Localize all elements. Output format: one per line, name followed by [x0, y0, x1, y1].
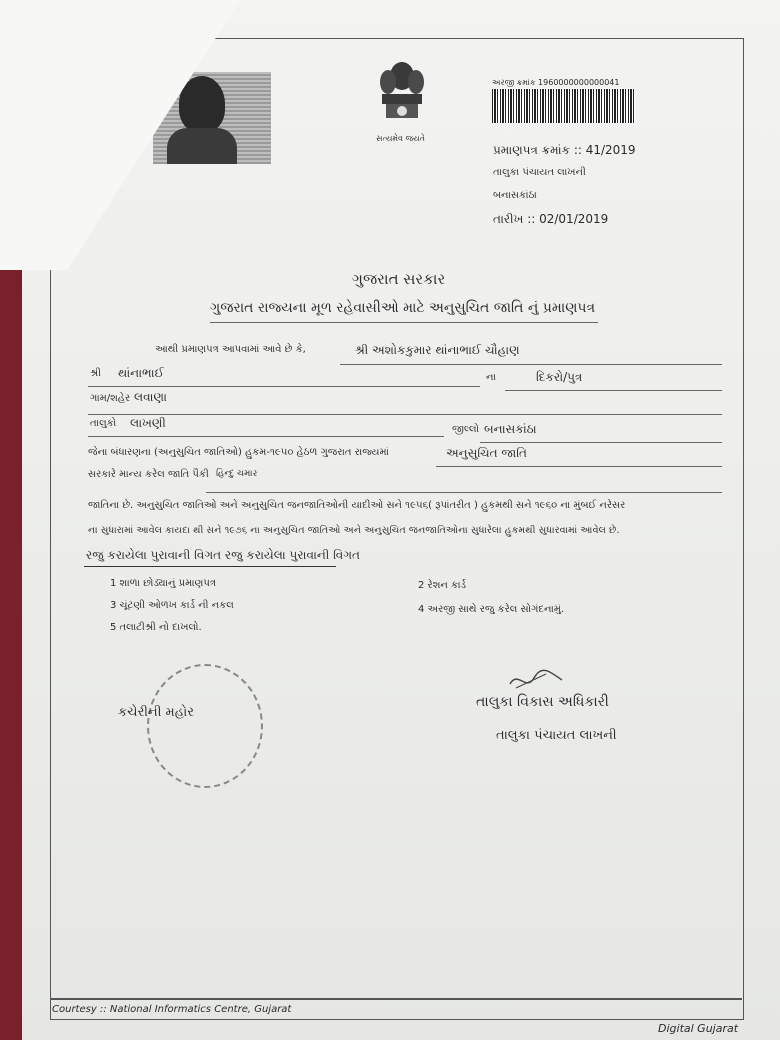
certificate-number: પ્રમાણપત્ર ક્રમાંક :: 41/2019: [493, 143, 636, 157]
signature-scribble-icon: [506, 666, 566, 696]
footer-divider: [50, 998, 742, 1000]
evidence-item: 4 અરજી સાથે રજુ કરેલ સોગંદનામું.: [418, 604, 565, 615]
barcode-number: અરજી ક્રમાંક 1960000000000041: [492, 78, 620, 87]
taluka-underline: [88, 436, 444, 437]
taluka: લાખણી: [130, 416, 166, 430]
village: લવાણા: [134, 390, 167, 404]
evidence-heading-underline: [84, 566, 336, 567]
government-title: ગુજરાત સરકાર: [352, 270, 446, 288]
emblem-caption: સત્યમેવ જયતે: [376, 134, 425, 143]
officer-title: તાલુકા વિકાસ અધિકારી: [476, 694, 609, 710]
title-underline: [210, 322, 598, 323]
barcode: [492, 89, 635, 123]
district: બનાસકાંઠા: [484, 422, 537, 436]
relation: દિકરો/પુત્ર: [536, 370, 583, 384]
photo-body: [167, 128, 237, 164]
district-underline: [480, 442, 722, 443]
office-stamp: [147, 664, 263, 788]
name-underline: [340, 364, 722, 365]
certificate-title: ગુજરાત રાજ્યના મૂળ રહેવાસીઓ માટે અનુસુચિત જાતિ નું પ્રમાણપત્ર: [210, 300, 596, 316]
evidence-item: 3 ચૂંટણી ઓળખ કાર્ડ ની નકલ: [110, 600, 234, 611]
legal-para-2: ના સુધારામાં આવેલ કાયદા થી સને ૧૯૭૬ ના અનુસુચિત જાતિઓ અને અનુસુચિત જનજાતિઓના સુધારેલા હુકમથી સુધારવામાં આવેલ છે.: [88, 525, 620, 536]
district-label: જીલ્લો: [452, 424, 480, 435]
caste-label: સરકારે માન્ય કરેલ જાતિ પૈકી: [88, 469, 209, 480]
header-district: બનાસકાંઠા: [493, 190, 537, 201]
evidence-item: 5 તલાટીશ્રી નો દાખલો.: [110, 622, 202, 633]
caste-underline: [206, 492, 722, 493]
legal-para-1: જાતિના છે. અનુસુચિત જાતિઓ અને અનુસુચિત જનજાતિઓની યાદીઓ સને ૧૯૫૬( રૂપાંતરીત ) હુકમથી સને ૧૯૬૦ ના મુંબઈ નરેસર: [88, 500, 626, 511]
village-underline: [88, 414, 722, 415]
order-text: જેના બંધારણના (અનુસુચિત જાતિઓ) હુકમ-૧૯૫૦ હેઠળ ગુજરાત રાજ્યમાં: [88, 447, 389, 458]
evidence-heading: રજુ કરાયેલા પુરાવાની વિગત રજુ કરાયેલા પુરાવાની વિગત: [86, 548, 360, 562]
category-underline: [436, 466, 722, 467]
officer-office: તાલુકા પંચાયત લાખની: [496, 728, 617, 743]
shri-label: શ્રી: [90, 368, 102, 379]
applicant-name: શ્રી અશોકકુમાર થાંનાભાઈ ચૌહાણ: [355, 343, 520, 357]
relation-prefix: ના: [486, 372, 496, 383]
category: અનુસુચિત જાતિ: [446, 446, 527, 460]
father-name: થાંનાભાઈ: [118, 366, 164, 380]
evidence-item: 2 રેશન કાર્ડ: [418, 580, 467, 591]
footer-courtesy: Courtesy :: National Informatics Centre, Gujarat: [52, 1004, 292, 1015]
caste: હિન્દુ ચમાર: [216, 469, 258, 479]
intro-text: આથી પ્રમાણપત્ર આપવામાં આવે છે કે,: [155, 344, 306, 355]
taluka-label: તાલુકો: [90, 418, 117, 429]
issue-date: તારીખ :: 02/01/2019: [493, 212, 609, 226]
relation-underline: [505, 390, 722, 391]
ashoka-emblem-icon: [374, 58, 430, 136]
evidence-item: 1 શાળા છોડ્યાનું પ્રમાણપત્ર: [110, 578, 216, 589]
office-seal-label: કચેરીની મહોર: [118, 705, 194, 720]
header-taluka-office: તાલુકા પંચાયત લાખની: [493, 167, 586, 178]
village-label: ગામ/શહેર: [90, 393, 131, 404]
father-underline: [88, 386, 480, 387]
footer-brand: Digital Gujarat: [658, 1022, 739, 1035]
